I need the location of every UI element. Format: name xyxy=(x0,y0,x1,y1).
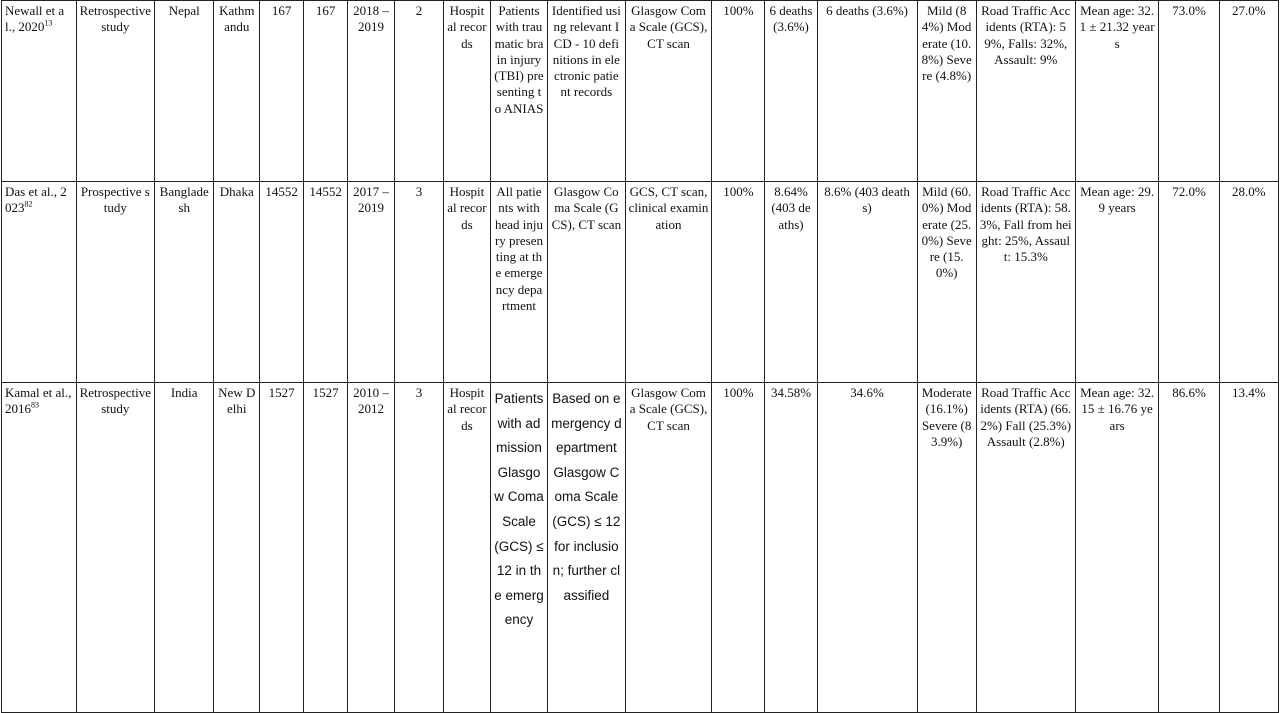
sample-size-text: 1527 xyxy=(268,385,295,400)
table-row xyxy=(2,383,1279,713)
followup-cell xyxy=(712,182,765,383)
male-cell xyxy=(1159,1,1219,182)
period-text: 2017 – 2019 xyxy=(353,184,389,216)
mortality-rate-text: 34.6% xyxy=(850,385,884,400)
population-cell xyxy=(490,182,547,383)
quality-score-cell xyxy=(394,383,443,713)
population-cell xyxy=(490,1,547,182)
male-text: 72.0% xyxy=(1172,184,1206,199)
city-text: Dhaka xyxy=(219,184,254,199)
country-cell xyxy=(155,1,214,182)
age-cell xyxy=(1075,182,1159,383)
severity-cell xyxy=(917,1,976,182)
population-cell xyxy=(490,383,547,713)
quality-score-text: 3 xyxy=(415,385,423,400)
assessment-text: Glasgow Coma Scale (GCS), CT scan xyxy=(629,3,708,51)
sample-size-cell xyxy=(260,182,304,383)
citation-superscript: 13 xyxy=(44,18,53,28)
city-cell xyxy=(214,182,260,383)
case-definition-text: Glasgow Coma Scale (GCS), CT scan xyxy=(551,184,622,232)
followup-cell xyxy=(712,383,765,713)
country-cell xyxy=(155,182,214,383)
study-cell xyxy=(2,383,77,713)
quality-score-text: 2 xyxy=(415,3,423,18)
male-text: 86.6% xyxy=(1172,385,1206,400)
population-text: Patients with admission Glasgow Coma Scale (GCS) ≤ 12 in the emergency xyxy=(494,391,544,628)
data-source-cell xyxy=(443,383,490,713)
assessment-cell xyxy=(625,1,712,182)
analyzed-size-cell xyxy=(304,383,348,713)
period-text: 2018 – 2019 xyxy=(353,3,389,35)
assessment-cell xyxy=(625,383,712,713)
sample-size-cell xyxy=(260,383,304,713)
mortality-cell xyxy=(765,182,817,383)
mechanism-text: Road Traffic Accidents (RTA) (66.2%) Fall (25.3%) Assault (2.8%) xyxy=(980,385,1072,449)
data-source-text: Hospital records xyxy=(447,3,487,51)
study-cell xyxy=(2,1,77,182)
mortality-rate-cell xyxy=(817,182,917,383)
female-text: 28.0% xyxy=(1232,184,1266,199)
assessment-cell xyxy=(625,182,712,383)
mortality-cell xyxy=(765,383,817,713)
analyzed-size-text: 14552 xyxy=(309,184,342,199)
population-text: All patients with head injury presenting at the emergency department xyxy=(494,184,543,314)
followup-cell xyxy=(712,1,765,182)
female-cell xyxy=(1219,383,1278,713)
age-text: Mean age: 32.15 ± 16.76 years xyxy=(1080,385,1155,433)
period-cell xyxy=(348,383,395,713)
study-text: Newall et al., 2020 xyxy=(5,3,65,35)
followup-text: 100% xyxy=(723,184,754,199)
data-source-text: Hospital records xyxy=(447,385,487,433)
design-text: Retrospective study xyxy=(79,385,152,417)
assessment-text: Glasgow Coma Scale (GCS), CT scan xyxy=(629,385,708,433)
country-text: Nepal xyxy=(168,3,200,18)
citation-superscript: 82 xyxy=(24,199,33,209)
severity-text: Moderate (16.1%) Severe (83.9%) xyxy=(921,385,972,449)
mechanism-cell xyxy=(976,182,1075,383)
data-source-text: Hospital records xyxy=(447,184,487,232)
studies-table xyxy=(1,0,1279,713)
followup-text: 100% xyxy=(723,3,754,18)
analyzed-size-cell xyxy=(304,1,348,182)
mechanism-cell xyxy=(976,1,1075,182)
age-text: Mean age: 29.9 years xyxy=(1080,184,1155,216)
sample-size-text: 167 xyxy=(271,3,292,18)
female-cell xyxy=(1219,182,1278,383)
design-text: Retrospective study xyxy=(79,3,152,35)
mechanism-text: Road Traffic Accidents (RTA): 59%, Falls: 32%, Assault: 9% xyxy=(981,3,1071,67)
analyzed-size-cell xyxy=(304,182,348,383)
study-text: Das et al., 2023 xyxy=(5,184,67,216)
male-cell xyxy=(1159,383,1219,713)
period-cell xyxy=(348,1,395,182)
design-cell xyxy=(76,383,155,713)
table-row xyxy=(2,1,1279,182)
table-row xyxy=(2,182,1279,383)
study-text: Kamal et al., 2016 xyxy=(5,385,72,417)
analyzed-size-text: 1527 xyxy=(312,385,339,400)
mortality-rate-text: 6 deaths (3.6%) xyxy=(826,3,909,18)
case-definition-text: Based on emergency department Glasgow Coma Scale (GCS) ≤ 12 for inclusion; further classified xyxy=(551,391,622,603)
followup-text: 100% xyxy=(723,385,754,400)
mortality-rate-cell xyxy=(817,383,917,713)
city-text: New Delhi xyxy=(218,385,256,417)
data-source-cell xyxy=(443,1,490,182)
case-definition-cell xyxy=(548,383,626,713)
case-definition-text: Identified using relevant ICD - 10 definitions in electronic patient records xyxy=(551,3,621,100)
design-text: Prospective study xyxy=(80,184,150,216)
city-text: Kathmandu xyxy=(219,3,255,35)
male-cell xyxy=(1159,182,1219,383)
mortality-text: 8.64% (403 deaths) xyxy=(771,184,811,232)
mechanism-cell xyxy=(976,383,1075,713)
period-cell xyxy=(348,182,395,383)
severity-text: Mild (60.0%) Moderate (25.0%) Severe (15.0%) xyxy=(921,184,972,281)
quality-score-cell xyxy=(394,1,443,182)
mortality-rate-cell xyxy=(817,1,917,182)
study-cell xyxy=(2,182,77,383)
population-text: Patients with traumatic brain injury (TBI) presenting to ANIAS xyxy=(494,3,544,116)
mortality-text: 6 deaths (3.6%) xyxy=(769,3,813,35)
female-cell xyxy=(1219,1,1278,182)
country-text: Bangladesh xyxy=(159,184,209,216)
severity-cell xyxy=(917,383,976,713)
city-cell xyxy=(214,1,260,182)
mechanism-text: Road Traffic Accidents (RTA): 58.3%, Fall from height: 25%, Assault: 15.3% xyxy=(979,184,1072,265)
citation-superscript: 83 xyxy=(31,400,39,410)
design-cell xyxy=(76,182,155,383)
assessment-text: GCS, CT scan, clinical examination xyxy=(628,184,709,232)
design-cell xyxy=(76,1,155,182)
country-cell xyxy=(155,383,214,713)
sample-size-text: 14552 xyxy=(265,184,298,199)
mortality-cell xyxy=(765,1,817,182)
country-text: India xyxy=(170,385,198,400)
severity-text: Mild (84%) Moderate (10.8%) Severe (4.8%) xyxy=(921,3,972,84)
case-definition-cell xyxy=(548,182,626,383)
sample-size-cell xyxy=(260,1,304,182)
age-cell xyxy=(1075,383,1159,713)
female-text: 27.0% xyxy=(1232,3,1266,18)
mortality-rate-text: 8.6% (403 deaths) xyxy=(824,184,910,216)
period-text: 2010 – 2012 xyxy=(353,385,389,417)
age-text: Mean age: 32.1 ± 21.32 years xyxy=(1079,3,1155,51)
quality-score-text: 3 xyxy=(415,184,423,199)
male-text: 73.0% xyxy=(1172,3,1206,18)
analyzed-size-text: 167 xyxy=(315,3,336,18)
mortality-text: 34.58% xyxy=(770,385,812,400)
city-cell xyxy=(214,383,260,713)
case-definition-cell xyxy=(548,1,626,182)
age-cell xyxy=(1075,1,1159,182)
female-text: 13.4% xyxy=(1232,385,1266,400)
severity-cell xyxy=(917,182,976,383)
quality-score-cell xyxy=(394,182,443,383)
data-source-cell xyxy=(443,182,490,383)
